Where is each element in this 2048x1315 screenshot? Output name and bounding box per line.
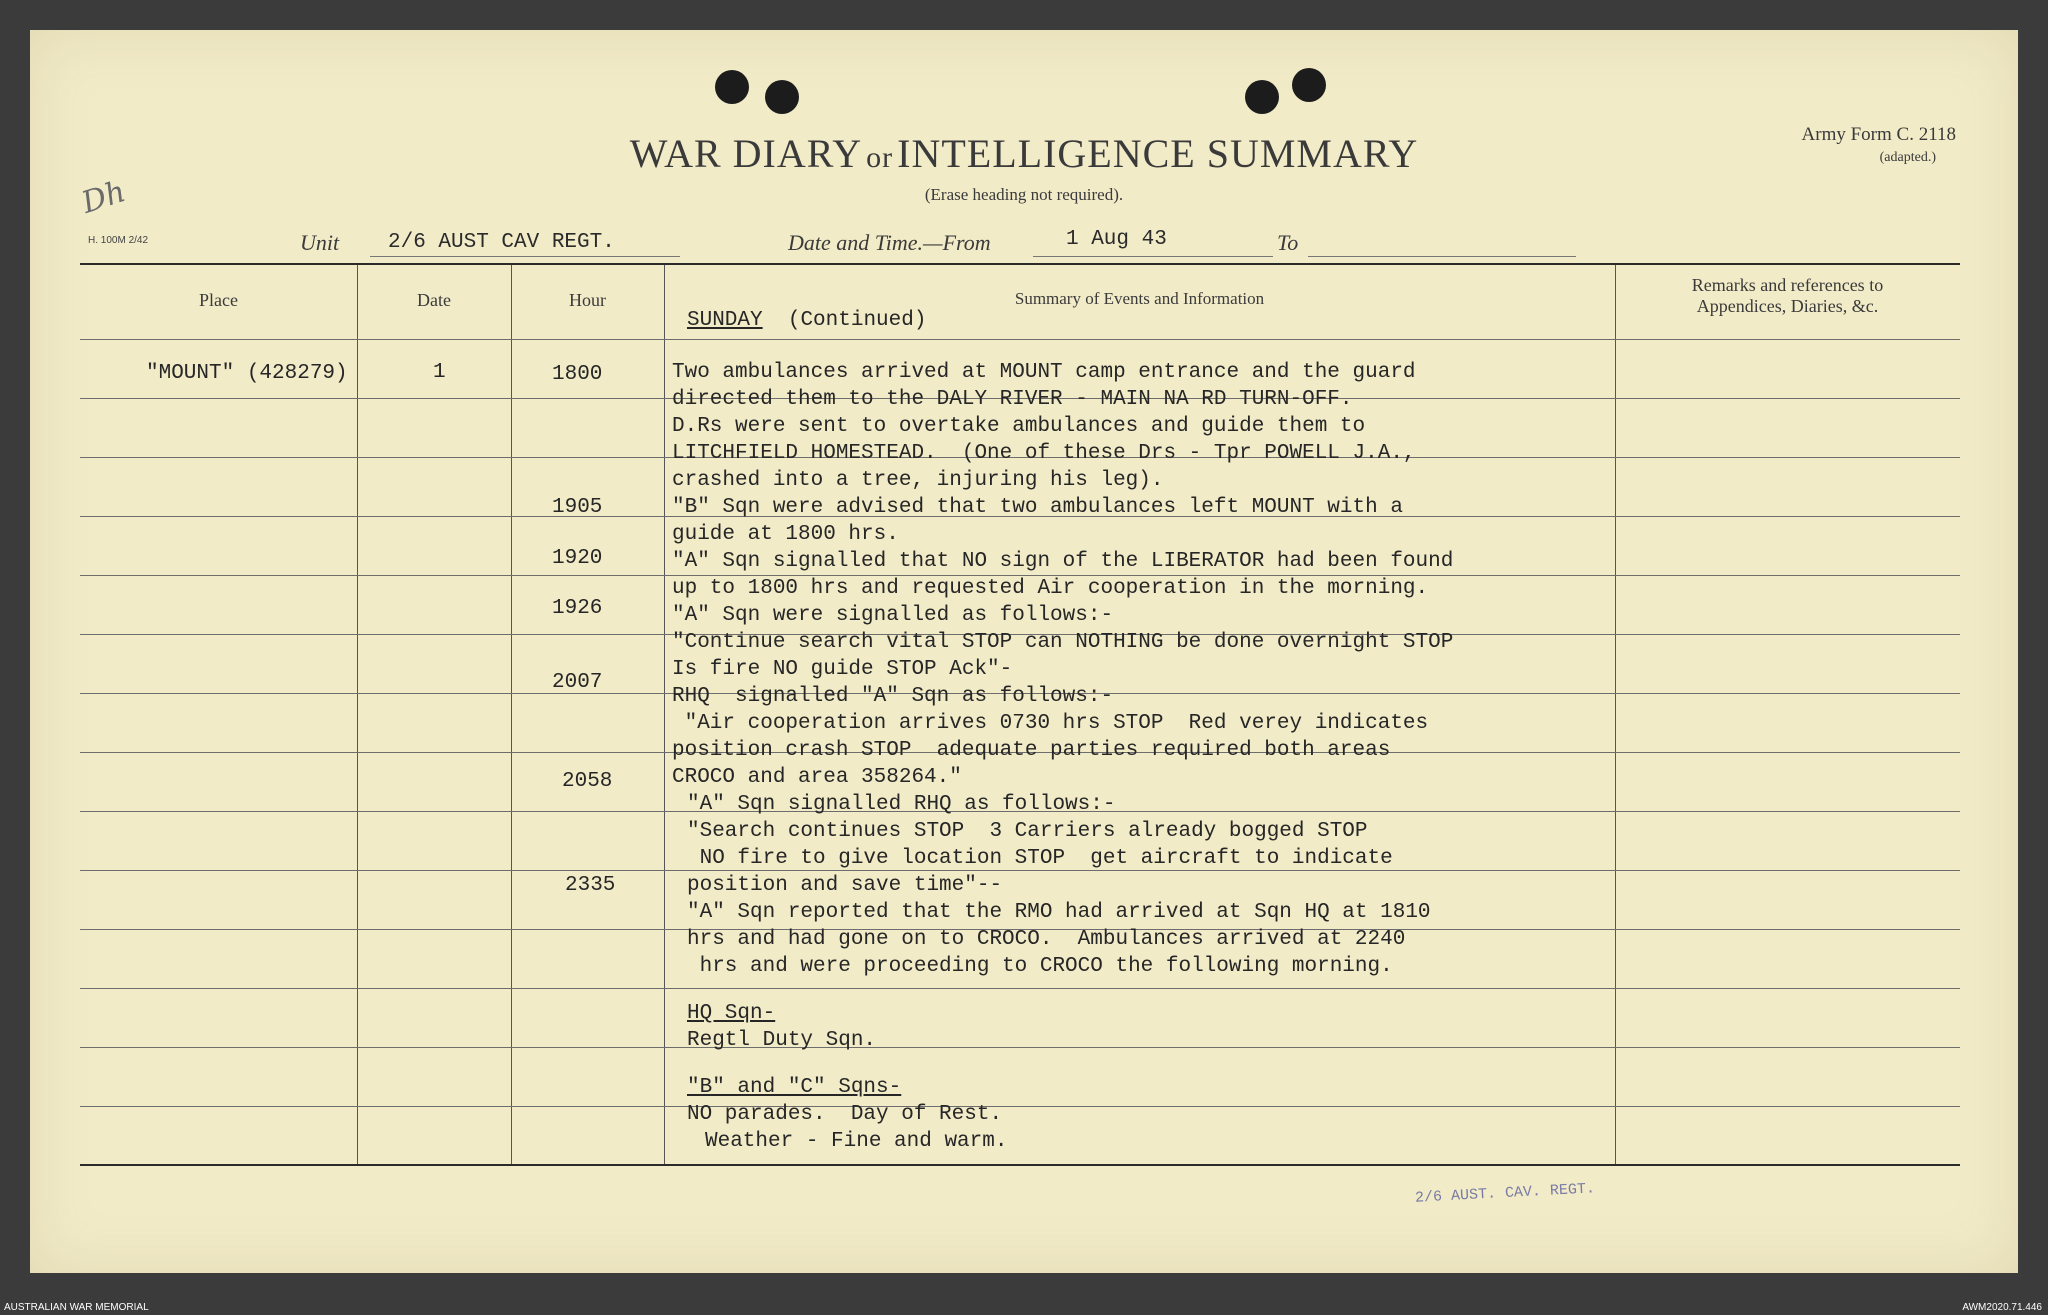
summary-line: D.Rs were sent to overtake ambulances and guide them to	[672, 415, 1366, 438]
col-header-remarks	[1615, 275, 1960, 317]
summary-line: Is fire NO guide STOP Ack"-	[672, 658, 1013, 681]
col-header-date: Date	[417, 290, 451, 310]
punch-hole	[715, 70, 749, 104]
punch-hole	[1292, 68, 1326, 102]
summary-line: "B" and "C" Sqns-	[687, 1076, 902, 1099]
col-header-summary: Summary of Events and Information	[1014, 289, 1265, 308]
form-title	[30, 130, 2018, 177]
summary-line: hrs and had gone on to CROCO. Ambulances arrived at 2240	[687, 928, 1406, 951]
army-form-label: Army Form C. 2118	[1801, 124, 1956, 145]
row-rule	[80, 988, 1960, 989]
date-time-label: Date and Time.—From	[788, 230, 991, 255]
remarks-header-line2: Appendices, Diaries, &c.	[1696, 296, 1879, 316]
place-cell: "MOUNT" (428279)	[146, 362, 348, 385]
hour-cell: 1926	[552, 597, 603, 620]
day-name: SUNDAY	[687, 309, 763, 332]
summary-line: "A" Sqn signalled that NO sign of the LIBERATOR had been found	[672, 550, 1454, 573]
summary-line: hrs and were proceeding to CROCO the following morning.	[687, 955, 1393, 978]
table-bottom-rule	[80, 1164, 1960, 1166]
hour-cell: 1920	[552, 547, 603, 570]
form-subtitle: (Erase heading not required).	[924, 185, 1124, 204]
unit-stamp: 2/6 AUST. CAV. REGT.	[1414, 1180, 1596, 1207]
unit-value: 2/6 AUST CAV REGT.	[388, 231, 615, 254]
date-from-value: 1 Aug 43	[1066, 228, 1167, 251]
hour-cell: 2335	[565, 874, 616, 897]
summary-line: LITCHFIELD HOMESTEAD. (One of these Drs - Tpr POWELL J.A.,	[672, 442, 1416, 465]
footer-source: AUSTRALIAN WAR MEMORIAL	[4, 1302, 149, 1313]
weather-line: Weather - Fine and warm.	[705, 1130, 1008, 1153]
summary-line: "A" Sqn were signalled as follows:-	[672, 604, 1114, 627]
title-war-diary: WAR DIARY	[629, 131, 863, 176]
handwritten-initials: Dh	[77, 174, 130, 221]
hour-cell: 2058	[562, 770, 613, 793]
date-underline	[1033, 256, 1273, 257]
title-intelligence-summary: INTELLIGENCE SUMMARY	[897, 131, 1419, 176]
date-cell: 1	[433, 361, 446, 384]
summary-line: NO fire to give location STOP get aircraft to indicate	[687, 847, 1393, 870]
summary-line: guide at 1800 hrs.	[672, 523, 899, 546]
summary-line: position and save time"--	[687, 874, 1003, 897]
row-rule	[80, 1047, 1960, 1048]
col-divider	[664, 265, 665, 1164]
day-heading	[687, 309, 926, 332]
footer-accession: AWM2020.71.446	[1962, 1302, 2042, 1313]
summary-line: crashed into a tree, injuring his leg).	[672, 469, 1164, 492]
title-or: or	[866, 141, 894, 174]
col-header-hour: Hour	[569, 290, 606, 310]
diary-page	[30, 30, 2018, 1273]
summary-line: "Search continues STOP 3 Carriers already bogged STOP	[687, 820, 1368, 843]
to-label: To	[1277, 230, 1299, 255]
summary-line: RHQ signalled "A" Sqn as follows:-	[672, 685, 1114, 708]
row-rule	[80, 339, 1960, 340]
col-header-place: Place	[199, 290, 238, 310]
unit-label: Unit	[300, 230, 340, 255]
army-form-number	[1802, 124, 1956, 166]
col-divider	[357, 265, 358, 1164]
hour-cell: 1905	[552, 496, 603, 519]
summary-line: directed them to the DALY RIVER - MAIN NA RD TURN-OFF.	[672, 388, 1353, 411]
summary-line: "Continue search vital STOP can NOTHING be done overnight STOP	[672, 631, 1454, 654]
summary-line: "B" Sqn were advised that two ambulances left MOUNT with a	[672, 496, 1403, 519]
row-rule	[80, 1106, 1960, 1107]
summary-line: Two ambulances arrived at MOUNT camp entrance and the guard	[672, 361, 1416, 384]
summary-line: "A" Sqn reported that the RMO had arrived at Sqn HQ at 1810	[687, 901, 1431, 924]
summary-line: "A" Sqn signalled RHQ as follows:-	[687, 793, 1116, 816]
form-code: H. 100M 2/42	[88, 235, 149, 246]
remarks-header-line1: Remarks and references to	[1691, 275, 1884, 295]
col-divider	[511, 265, 512, 1164]
continued-label: (Continued)	[787, 309, 927, 332]
unit-underline	[370, 256, 680, 257]
hour-cell: 2007	[552, 671, 603, 694]
summary-line: position crash STOP adequate parties required both areas	[672, 739, 1391, 762]
row-rule	[80, 870, 1960, 871]
hour-cell: 1800	[552, 363, 603, 386]
summary-line: up to 1800 hrs and requested Air cooperation in the morning.	[672, 577, 1429, 600]
to-underline	[1308, 256, 1576, 257]
punch-hole	[765, 80, 799, 114]
summary-line: Regtl Duty Sqn.	[687, 1029, 877, 1052]
summary-line: CROCO and area 358264."	[672, 766, 962, 789]
punch-hole	[1245, 80, 1279, 114]
summary-line: NO parades. Day of Rest.	[687, 1103, 1003, 1126]
adapted-label: (adapted.)	[1879, 150, 1936, 165]
table-top-rule	[80, 263, 1960, 265]
row-rule	[80, 575, 1960, 576]
summary-line: "Air cooperation arrives 0730 hrs STOP Red verey indicates	[672, 712, 1429, 735]
summary-line: HQ Sqn-	[687, 1002, 776, 1025]
col-divider	[1615, 265, 1616, 1164]
